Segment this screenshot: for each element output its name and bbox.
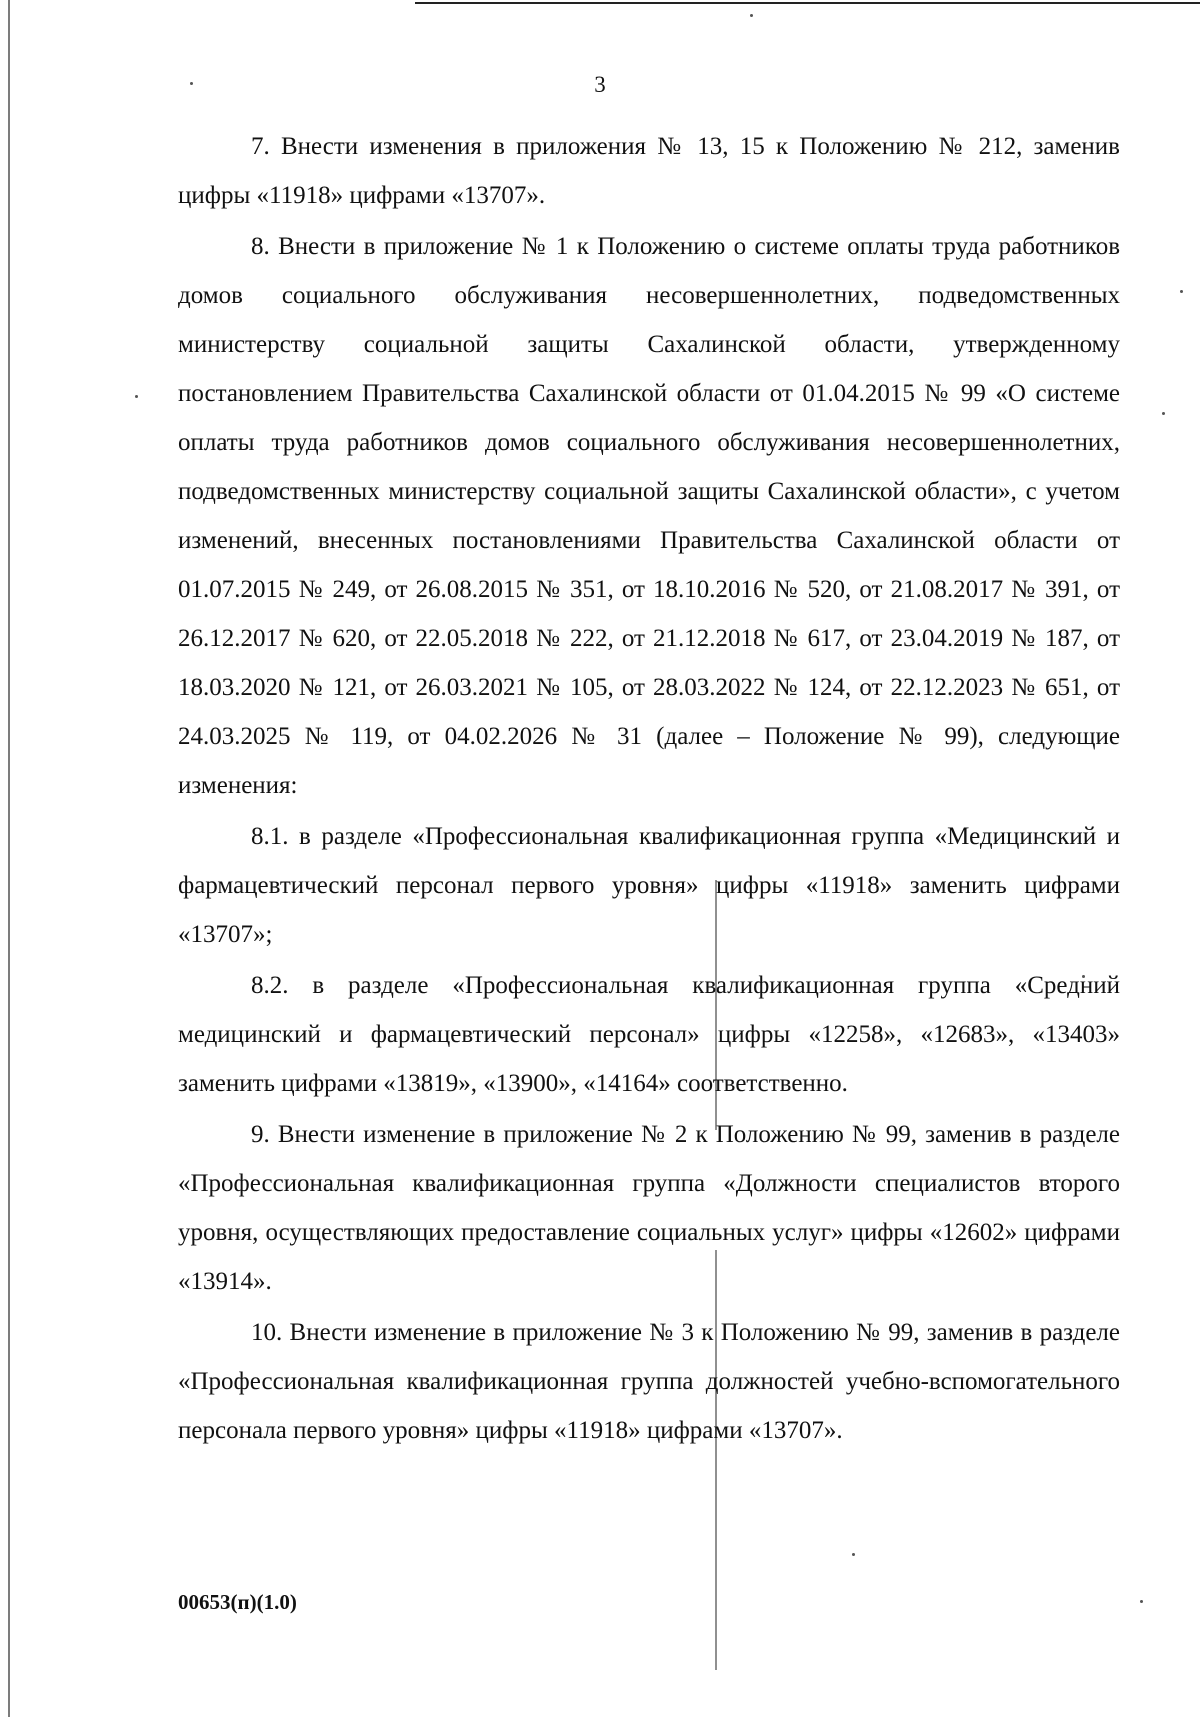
- scan-edge-line: [8, 0, 10, 1717]
- paragraph-item-10: 10. Внести изменение в приложение № 3 к Положению № 99, заменив в разделе «Профессиональная квалификационная группа должностей учебно-вспомогательного персонала первого уровня» цифры «11918» цифрами «13707».: [178, 1319, 1120, 1444]
- document-body: [178, 122, 1120, 1457]
- document-code: 00653(п)(1.0): [178, 1590, 297, 1614]
- scan-speck: [135, 395, 138, 398]
- paragraph-item-8: 8. Внести в приложение № 1 к Положению о системе оплаты труда работников домов социального обслуживания несовершеннолетних, подведомственных министерству социальной защиты Сахалинской области, утвержденному постановлением Правительства Сахалинской области от 01.04.2015 № 99 «О системе оплаты труда работников домов социального обслуживания несовершеннолетних, подведомственных министерству социальной защиты Сахалинской области», с учетом изменений, внесенных постановлениями Правительства Сахалинской области от 01.07.2015 № 249, от 26.08.2015 № 351, от 18.10.2016 № 520, от 21.08.2017 № 391, от 26.12.2017 № 620, от 22.05.2018 № 222, от 21.12.2018 № 617, от 23.04.2019 № 187, от 18.03.2020 № 121, от 26.03.2021 № 105, от 28.03.2022 № 124, от 22.12.2023 № 651, от 24.03.2025 № 119, от 04.02.2026 № 31 (далее – Положение № 99), следующие изменения:: [178, 233, 1120, 799]
- scan-speck: [1140, 1600, 1143, 1603]
- page-number: 3: [594, 72, 606, 97]
- scan-speck: [750, 14, 753, 17]
- scan-speck: [852, 1553, 855, 1556]
- paragraph-item-9: 9. Внести изменение в приложение № 2 к Положению № 99, заменив в разделе «Профессиональная квалификационная группа «Должности специалистов второго уровня, осуществляющих предоставление социальных услуг» цифры «12602» цифрами «13914».: [178, 1121, 1120, 1295]
- paragraph-item-8-1: 8.1. в разделе «Профессиональная квалификационная группа «Медицинский и фармацевтический персонал первого уровня» цифры «11918» заменить цифрами «13707»;: [178, 823, 1120, 948]
- paragraph-item-8-2: 8.2. в разделе «Профессиональная квалификационная группа «Средний медицинский и фармацевтический персонал» цифры «12258», «12683», «13403» заменить цифрами «13819», «13900», «14164» соответственно.: [178, 972, 1120, 1097]
- scan-speck: [1162, 412, 1165, 415]
- scan-border-line: [415, 2, 1200, 4]
- scan-speck: [1180, 290, 1183, 293]
- paragraph-item-7: 7. Внести изменения в приложения № 13, 15 к Положению № 212, заменив цифры «11918» цифрами «13707».: [178, 133, 1120, 209]
